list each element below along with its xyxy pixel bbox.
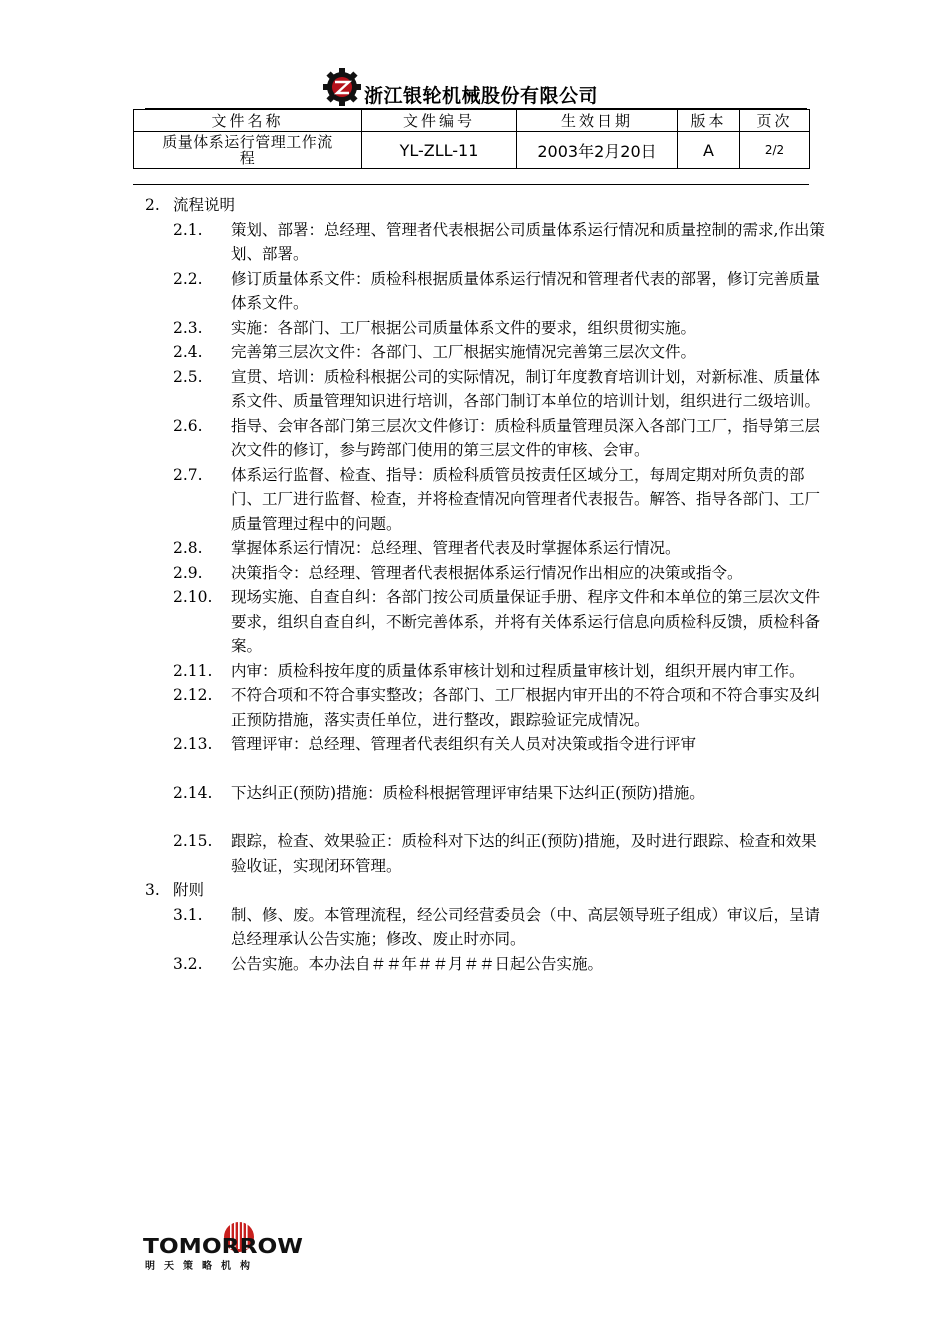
- item-number: 2.13.: [173, 735, 213, 753]
- col-docno-header: 文件编号: [362, 110, 517, 132]
- item-text: 策划、部署：总经理、管理者代表根据公司质量体系运行情况和质量控制的需求,作出策划、部署。: [231, 220, 825, 263]
- list-item: [145, 659, 825, 684]
- item-text: 公告实施。本办法自＃＃年＃＃月＃＃日起公告实施。: [231, 954, 604, 973]
- list-item: [145, 781, 825, 806]
- document-number: YL-ZLL-11: [362, 132, 517, 169]
- col-page-header: 页次: [740, 110, 810, 132]
- list-item: [145, 952, 825, 977]
- document-title-line1: 质量体系运行管理工作流: [162, 133, 333, 151]
- item-text: 掌握体系运行情况：总经理、管理者代表及时掌握体系运行情况。: [231, 539, 681, 557]
- item-text: 管理评审：总经理、管理者代表组织有关人员对决策或指令进行评审: [231, 735, 697, 753]
- section-title: 流程说明: [173, 196, 236, 214]
- section-number: 3.: [145, 881, 160, 899]
- footer-brand: TOMORROW: [143, 1234, 303, 1258]
- item-text: 不符合项和不符合事实整改；各部门、工厂根据内审开出的不符合项和不符合事实及纠正预防措施，落实责任单位，进行整改，跟踪验证完成情况。: [231, 686, 821, 729]
- list-item: [145, 585, 825, 659]
- item-number: 2.6.: [173, 416, 203, 435]
- item-number: 3.1.: [173, 905, 203, 924]
- list-item: [145, 829, 825, 878]
- document-title-cell: [134, 132, 362, 169]
- item-number: 2.7.: [173, 465, 203, 484]
- section-heading: [145, 193, 825, 218]
- item-text: 指导、会审各部门第三层次文件修订：质检科质量管理员深入各部门工厂，指导第三层次文件的修订，参与跨部门使用的第三层文件的审核、会审。: [231, 416, 821, 459]
- list-item: [145, 365, 825, 414]
- item-number: 2.11.: [173, 661, 213, 680]
- item-text: 跟踪，检查、效果验正：质检科对下达的纠正(预防)措施，及时进行跟踪、检查和效果验收证，实现闭环管理。: [231, 832, 817, 875]
- item-text: 实施：各部门、工厂根据公司质量体系文件的要求，组织贯彻实施。: [231, 318, 697, 337]
- item-number: 2.4.: [173, 343, 203, 361]
- gear-logo-icon: [322, 67, 362, 107]
- item-text: 决策指令：总经理、管理者代表根据体系运行情况作出相应的决策或指令。: [231, 563, 743, 582]
- document-info-table: [133, 109, 810, 169]
- version: A: [678, 132, 740, 169]
- section-number: 2.: [145, 196, 160, 214]
- item-number: 2.9.: [173, 563, 203, 582]
- item-number: 2.10.: [173, 588, 213, 606]
- tomorrow-logo-icon: [143, 1213, 303, 1273]
- table-value-row: [134, 132, 810, 169]
- section-title: 附则: [173, 881, 205, 899]
- spacer: [145, 757, 825, 781]
- item-text: 现场实施、自查自纠：各部门按公司质量保证手册、程序文件和本单位的第三层次文件要求，组织自查自纠，不断完善体系，并将有关体系运行信息向质检科反馈，质检科备案。: [231, 588, 821, 655]
- list-item: [145, 683, 825, 732]
- item-number: 2.1.: [173, 220, 203, 239]
- footer-brand-cn: 明天策略机构: [145, 1261, 259, 1272]
- item-text: 体系运行监督、检查、指导：质检科质管员按责任区域分工，每周定期对所负责的部门、工厂进行监督、检查，并将检查情况向管理者代表报告。解答、指导各部门、工厂质量管理过程中的问题。: [231, 465, 821, 533]
- item-number: 2.8.: [173, 539, 203, 557]
- page-number: 2/2: [740, 132, 810, 169]
- list-item: [145, 267, 825, 316]
- item-text: 宣贯、培训：质检科根据公司的实际情况，制订年度教育培训计划，对新标准、质量体系文件、质量管理知识进行培训，各部门制订本单位的培训计划，组织进行二级培训。: [231, 367, 821, 410]
- list-item: [145, 732, 825, 757]
- item-text: 内审：质检科按年度的质量体系审核计划和过程质量审核计划，组织开展内审工作。: [231, 661, 805, 680]
- item-number: 2.14.: [173, 783, 213, 802]
- item-number: 2.2.: [173, 269, 203, 288]
- list-item: [145, 414, 825, 463]
- list-item: [145, 561, 825, 586]
- item-number: 2.3.: [173, 318, 203, 337]
- col-version-header: 版本: [678, 110, 740, 132]
- item-text: 修订质量体系文件：质检科根据质量体系运行情况和管理者代表的部署，修订完善质量体系文件。: [231, 269, 821, 312]
- document-body: [145, 193, 825, 976]
- company-name: 浙江银轮机械股份有限公司: [364, 84, 599, 107]
- item-text: 下达纠正(预防)措施：质检科根据管理评审结果下达纠正(预防)措施。: [231, 783, 705, 802]
- table-header-row: [134, 110, 810, 132]
- col-title-header: 文件名称: [134, 110, 362, 132]
- item-text: 完善第三层次文件：各部门、工厂根据实施情况完善第三层次文件。: [231, 343, 697, 361]
- list-item: [145, 218, 825, 267]
- list-item: [145, 903, 825, 952]
- page-header: [322, 66, 652, 108]
- col-date-header: 生效日期: [517, 110, 678, 132]
- section-heading: [145, 878, 825, 903]
- item-number: 2.12.: [173, 686, 213, 704]
- item-number: 2.5.: [173, 367, 203, 386]
- list-item: [145, 316, 825, 341]
- list-item: [145, 340, 825, 365]
- list-item: [145, 536, 825, 561]
- spacer: [145, 805, 825, 829]
- item-text: 制、修、废。本管理流程，经公司经营委员会（中、高层领导班子组成）审议后，呈请总经理承认公告实施；修改、废止时亦同。: [231, 905, 821, 948]
- item-number: 3.2.: [173, 954, 203, 973]
- item-number: 2.15.: [173, 832, 213, 850]
- document-title-line2: 程: [239, 149, 256, 167]
- table-bottom-rule: [133, 184, 809, 185]
- list-item: [145, 463, 825, 537]
- effective-date: 2003年2月20日: [517, 132, 678, 169]
